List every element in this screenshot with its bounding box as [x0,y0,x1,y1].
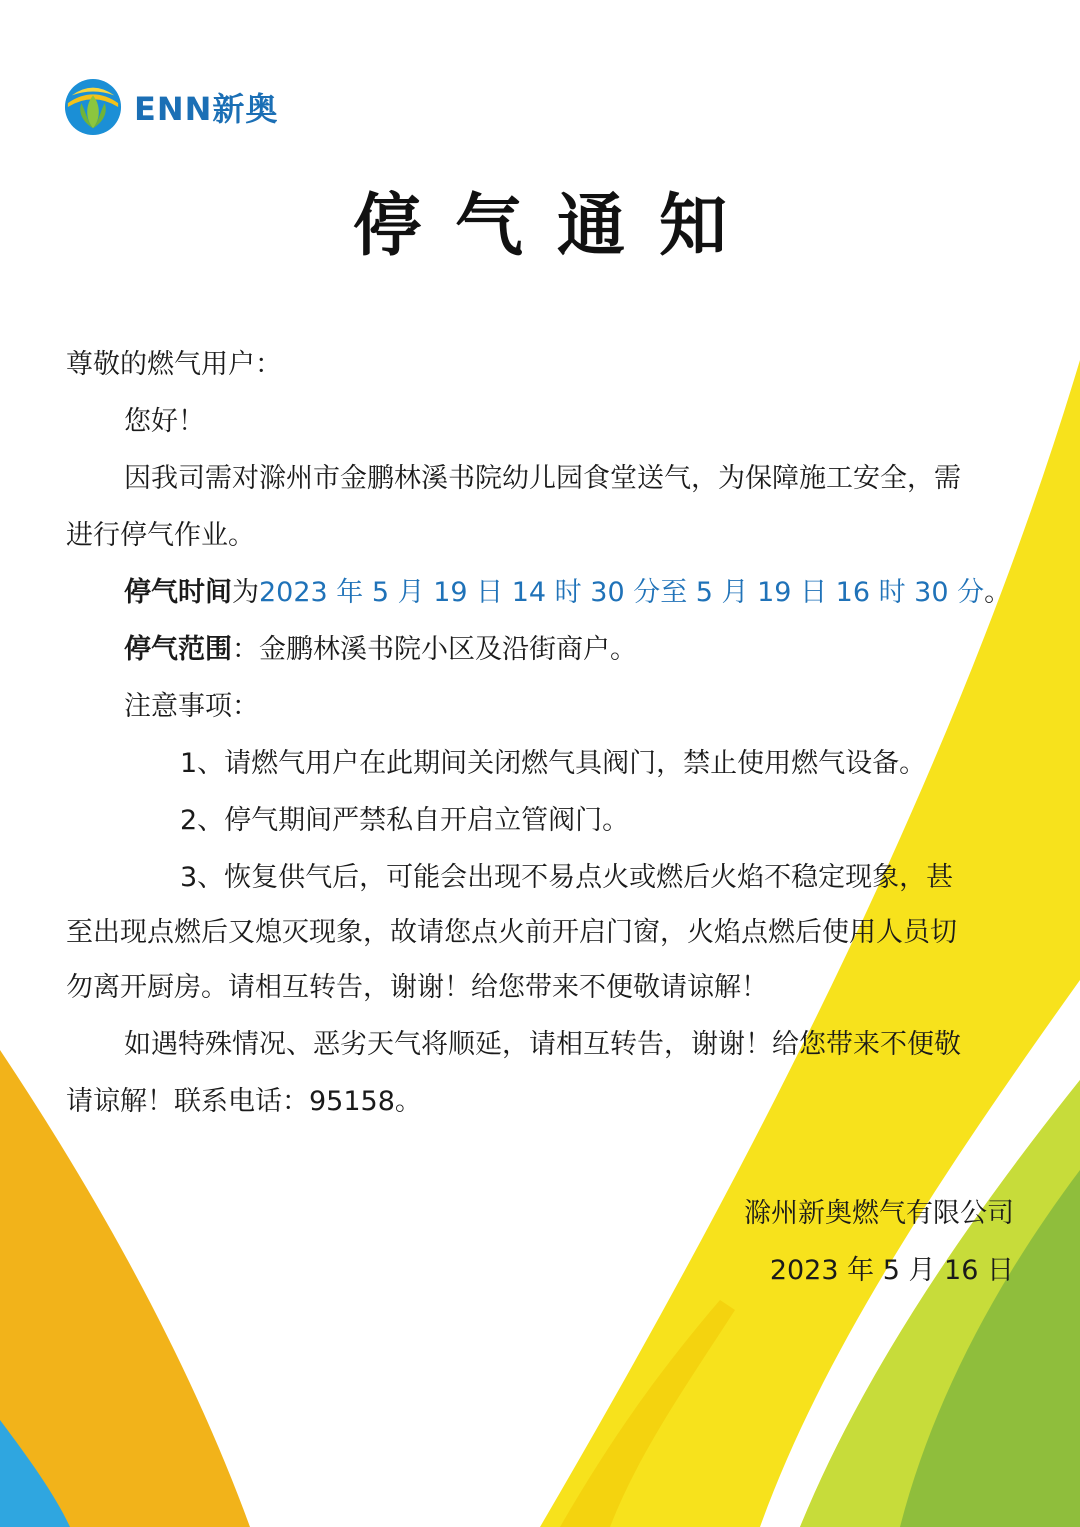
signature-date: 2023 年 5 月 16 日 [769,1255,1014,1286]
reason-line-2: 进行停气作业。 [66,520,255,551]
outage-time-value: 2023 年 5 月 19 日 14 时 30 分至 5 月 19 日 16 时 30 分 [259,577,985,608]
reason-line-1: 因我司需对滁州市金鹏林溪书院幼儿园食堂送气，为保障施工安全，需 [124,463,961,494]
outage-scope-label: 停气范围 [124,634,232,665]
outage-scope-value: ：金鹏林溪书院小区及沿街商户。 [232,634,637,665]
outage-time-end: 。 [984,577,1012,608]
outage-time-label: 停气时间 [124,577,232,608]
greeting: 您好！ [124,406,205,437]
salutation: 尊敬的燃气用户： [66,349,282,380]
outage-time-connector: 为 [232,577,259,608]
note-item-1: 1、请燃气用户在此期间关闭燃气具阀门，禁止使用燃气设备。 [180,748,927,779]
outage-time [124,573,1011,613]
enn-sunflower-icon [64,78,122,136]
notes-heading: 注意事项： [124,691,259,722]
closing-line-1: 如遇特殊情况、恶劣天气将顺延，请相互转告，谢谢！给您带来不便敬 [124,1029,961,1060]
enn-logo [64,78,278,136]
note-item-3-line-2: 至出现点燃后又熄灭现象，故请您点火前开启门窗，火焰点燃后使用人员切 [66,917,957,948]
closing-line-2: 请谅解！联系电话：95158。 [66,1086,422,1117]
note-item-2: 2、停气期间严禁私自开启立管阀门。 [180,805,630,836]
note-item-3-line-3: 勿离开厨房。请相互转告，谢谢！给您带来不便敬请谅解！ [66,972,768,1003]
outage-scope [124,630,637,670]
logo-text: ENN新奥 [134,90,279,128]
page-title: 停气通知 [352,187,761,266]
note-item-3-line-1: 3、恢复供气后，可能会出现不易点火或燃后火焰不稳定现象，甚 [180,862,954,893]
signature-company: 滁州新奥燃气有限公司 [744,1198,1014,1229]
